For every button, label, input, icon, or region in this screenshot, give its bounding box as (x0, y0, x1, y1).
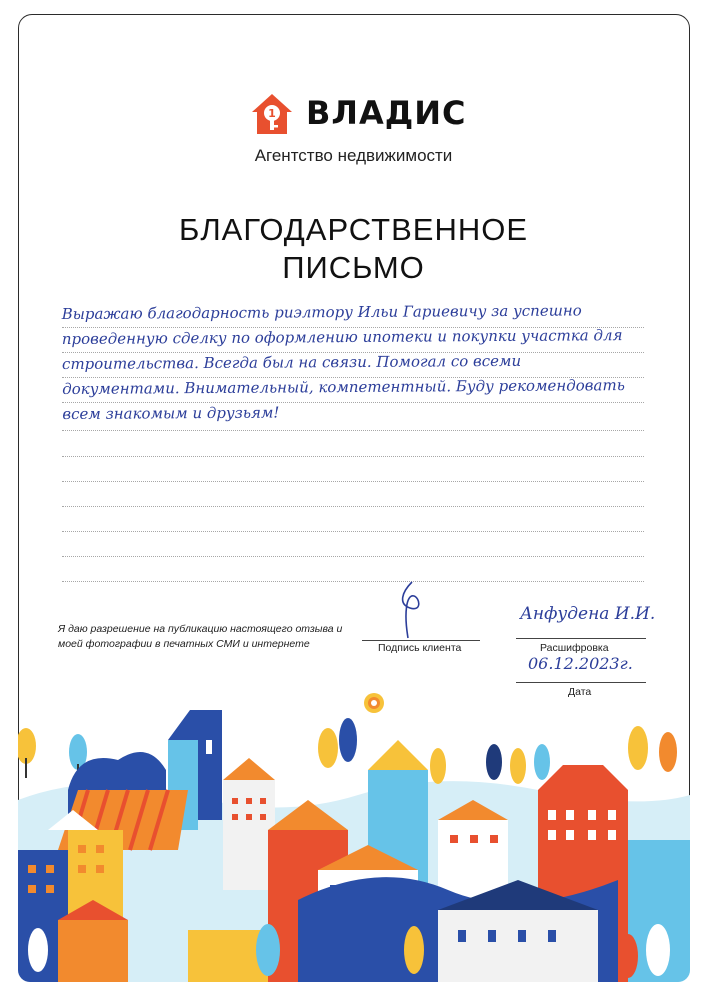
brand-name: ВЛАДИС (306, 94, 467, 132)
house-key-icon (250, 92, 294, 136)
handwritten-review: Выражаю благодарность риэлтору Ильи Гариевичу за успешно проведенную сделку по оформлению ипотеки и покупки участка для строительства. Всегда был на связи. Помогал со всеми документами. Внимательный, компетентный. Буду рекомендовать всем знакомым и друзьям! (61, 301, 625, 424)
cityscape-illustration (18, 700, 690, 982)
letter-title-line1: БЛАГОДАРСТВЕННОЕ (178, 212, 529, 247)
letter-title-line2: ПИСЬМО (282, 250, 425, 285)
signature-label: Подпись клиента (378, 642, 462, 654)
publication-consent: Я даю разрешение на публикацию настоящего отзыва и моей фотографии в печатных СМИ и интернете (58, 623, 343, 650)
company-logo (246, 88, 466, 136)
name-line (516, 638, 646, 639)
date-handwritten: 06.12.2023г. (528, 654, 633, 673)
date-label: Дата (568, 686, 592, 698)
client-name-handwritten: Анфудена И.И. (520, 604, 656, 624)
name-label: Расшифровка (540, 642, 609, 654)
logo-badge-number: 1 (268, 107, 276, 120)
client-signature-scribble (392, 578, 432, 640)
brand-tagline: Агентство недвижимости (254, 146, 453, 165)
signature-line (362, 640, 480, 641)
date-line (516, 682, 646, 683)
